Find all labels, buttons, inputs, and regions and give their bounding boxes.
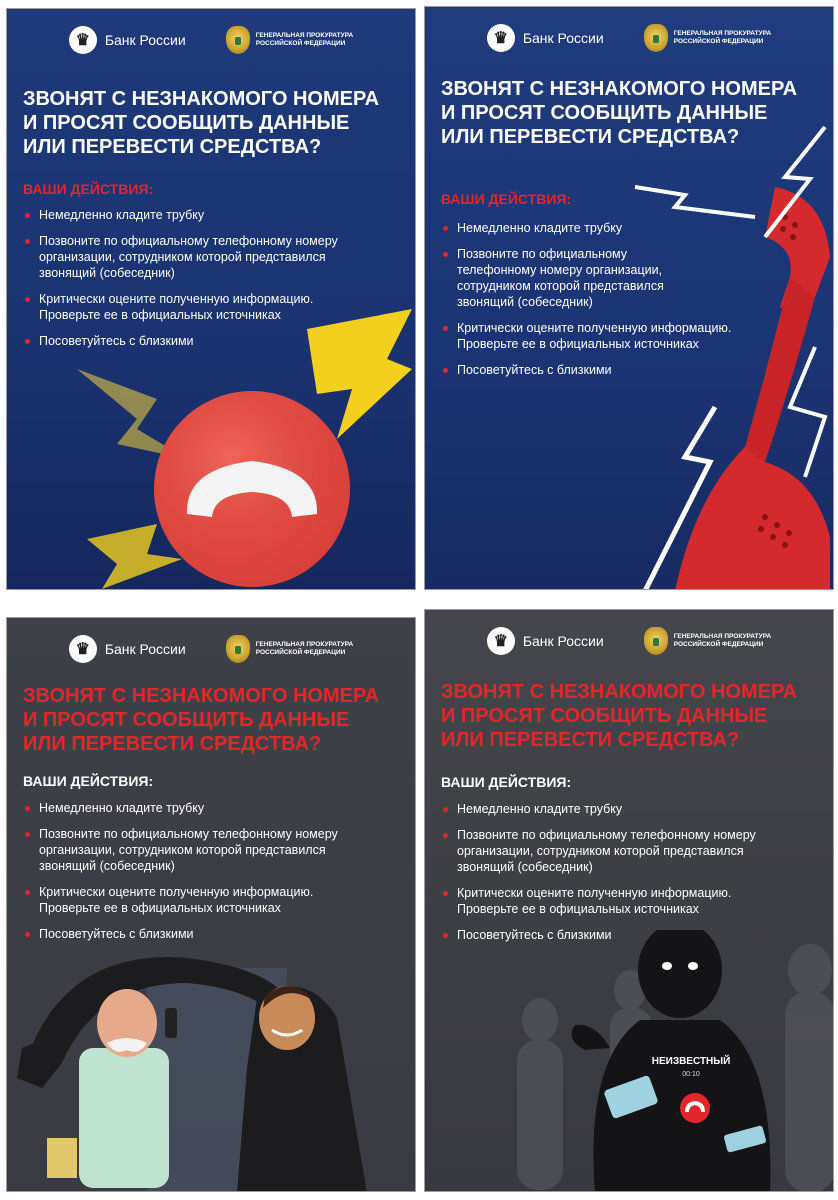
actions-list: [23, 800, 338, 952]
hang-up-button-illustration: [7, 309, 416, 590]
poster-title: [23, 87, 405, 159]
prosecutor-emblem-icon: [226, 635, 250, 663]
action-evaluate: Критически оцените полученную информацию. Проверьте ее в официальных источниках: [23, 291, 338, 323]
title-line: И ПРОСЯТ СООБЩИТЬ ДАННЫЕ: [441, 102, 768, 124]
prosecutor-logo: [226, 635, 353, 663]
title-line: ЗВОНЯТ С НЕЗНАКОМОГО НОМЕРА: [441, 78, 798, 100]
action-hang-up: Немедленно кладите трубку: [441, 220, 731, 236]
prosecutor-logo: [644, 24, 771, 52]
call-timer: 00:10: [682, 1071, 700, 1078]
title-line: И ПРОСЯТ СООБЩИТЬ ДАННЫЕ: [441, 705, 768, 727]
title-line: ЗВОНЯТ С НЕЗНАКОМОГО НОМЕРА: [441, 681, 798, 703]
prosecutor-line-1: ГЕНЕРАЛЬНАЯ ПРОКУРАТУРА: [255, 32, 354, 39]
action-consult: Посоветуйтесь с близкими: [441, 362, 731, 378]
double-headed-eagle-icon: ♛: [487, 627, 515, 655]
bank-of-russia-logo: [487, 627, 604, 655]
prosecutor-logo: [644, 627, 771, 655]
actions-heading: ВАШИ ДЕЙСТВИЯ:: [23, 181, 154, 197]
title-line: ИЛИ ПЕРЕВЕСТИ СРЕДСТВА?: [441, 126, 740, 148]
title-line: ЗВОНЯТ С НЕЗНАКОМОГО НОМЕРА: [23, 685, 380, 707]
action-call-official: Позвоните по официальному телефонному номеру организации, сотрудником которой представился звонящий (собеседник): [23, 826, 338, 874]
poster-title: [441, 680, 823, 752]
action-consult: Посоветуйтесь с близкими: [441, 927, 756, 943]
title-line: ИЛИ ПЕРЕВЕСТИ СРЕДСТВА?: [441, 729, 740, 751]
bank-of-russia-logo: [69, 26, 186, 54]
bank-name: Банк России: [104, 641, 186, 657]
double-headed-eagle-icon: ♛: [69, 635, 97, 663]
logos-row: [7, 23, 415, 57]
prosecutor-line-1: ГЕНЕРАЛЬНАЯ ПРОКУРАТУРА: [255, 641, 354, 648]
prosecutor-line-1: ГЕНЕРАЛЬНАЯ ПРОКУРАТУРА: [673, 633, 772, 640]
action-consult: Посоветуйтесь с близкими: [23, 333, 338, 349]
poster-1-blue: [6, 8, 416, 590]
poster-4-gray: [424, 609, 834, 1192]
title-line: ИЛИ ПЕРЕВЕСТИ СРЕДСТВА?: [23, 136, 322, 158]
bank-of-russia-logo: [69, 635, 186, 663]
poster-2-blue: [424, 6, 834, 590]
action-consult: Посоветуйтесь с близкими: [23, 926, 338, 942]
logos-row: [425, 624, 833, 658]
action-call-official: Позвоните по официальному телефонному номеру организации, сотрудником которой представился звонящий (собеседник): [23, 233, 338, 281]
actions-list: [441, 220, 731, 388]
title-line: И ПРОСЯТ СООБЩИТЬ ДАННЫЕ: [23, 112, 350, 134]
prosecutor-line-2: РОССИЙСКОЙ ФЕДЕРАЦИИ: [673, 641, 764, 648]
prosecutor-emblem-icon: [644, 24, 668, 52]
prosecutor-line-2: РОССИЙСКОЙ ФЕДЕРАЦИИ: [255, 649, 346, 656]
double-headed-eagle-icon: ♛: [487, 24, 515, 52]
scammer-and-victim-illustration: [7, 938, 416, 1192]
action-hang-up: Немедленно кладите трубку: [23, 800, 338, 816]
title-line: И ПРОСЯТ СООБЩИТЬ ДАННЫЕ: [23, 709, 350, 731]
actions-heading: ВАШИ ДЕЙСТВИЯ:: [441, 191, 572, 207]
action-evaluate: Критически оцените полученную информацию. Проверьте ее в официальных источниках: [23, 884, 338, 916]
action-evaluate: Критически оцените полученную информацию. Проверьте ее в официальных источниках: [441, 320, 731, 352]
bank-name: Банк России: [104, 32, 186, 48]
caller-label: НЕИЗВЕСТНЫЙ: [651, 1056, 731, 1067]
prosecutor-line-2: РОССИЙСКОЙ ФЕДЕРАЦИИ: [255, 40, 346, 47]
actions-heading: ВАШИ ДЕЙСТВИЯ:: [23, 773, 154, 789]
poster-3-gray: [6, 617, 416, 1192]
prosecutor-line-1: ГЕНЕРАЛЬНАЯ ПРОКУРАТУРА: [673, 30, 772, 37]
action-call-official: Позвоните по официальному телефонному номеру организации, сотрудником которой представился звонящий (собеседник): [441, 827, 756, 875]
bank-of-russia-logo: [487, 24, 604, 52]
actions-heading: ВАШИ ДЕЙСТВИЯ:: [441, 774, 572, 790]
prosecutor-emblem-icon: [644, 627, 668, 655]
prosecutor-line-2: РОССИЙСКОЙ ФЕДЕРАЦИИ: [673, 38, 764, 45]
action-evaluate: Критически оцените полученную информацию. Проверьте ее в официальных источниках: [441, 885, 756, 917]
double-headed-eagle-icon: ♛: [69, 26, 97, 54]
action-call-official: Позвоните по официальному телефонному номеру организации, сотрудником которой представился звонящий (собеседник): [441, 246, 731, 310]
prosecutor-emblem-icon: [226, 26, 250, 54]
unknown-caller-shadow-illustration: [425, 930, 834, 1192]
bank-name: Банк России: [522, 30, 604, 46]
bank-name: Банк России: [522, 633, 604, 649]
action-hang-up: Немедленно кладите трубку: [23, 207, 338, 223]
poster-title: [23, 684, 405, 756]
title-line: ЗВОНЯТ С НЕЗНАКОМОГО НОМЕРА: [23, 88, 380, 110]
title-line: ИЛИ ПЕРЕВЕСТИ СРЕДСТВА?: [23, 733, 322, 755]
logos-row: [7, 632, 415, 666]
action-hang-up: Немедленно кладите трубку: [441, 801, 756, 817]
logos-row: [425, 21, 833, 55]
prosecutor-logo: [226, 26, 353, 54]
